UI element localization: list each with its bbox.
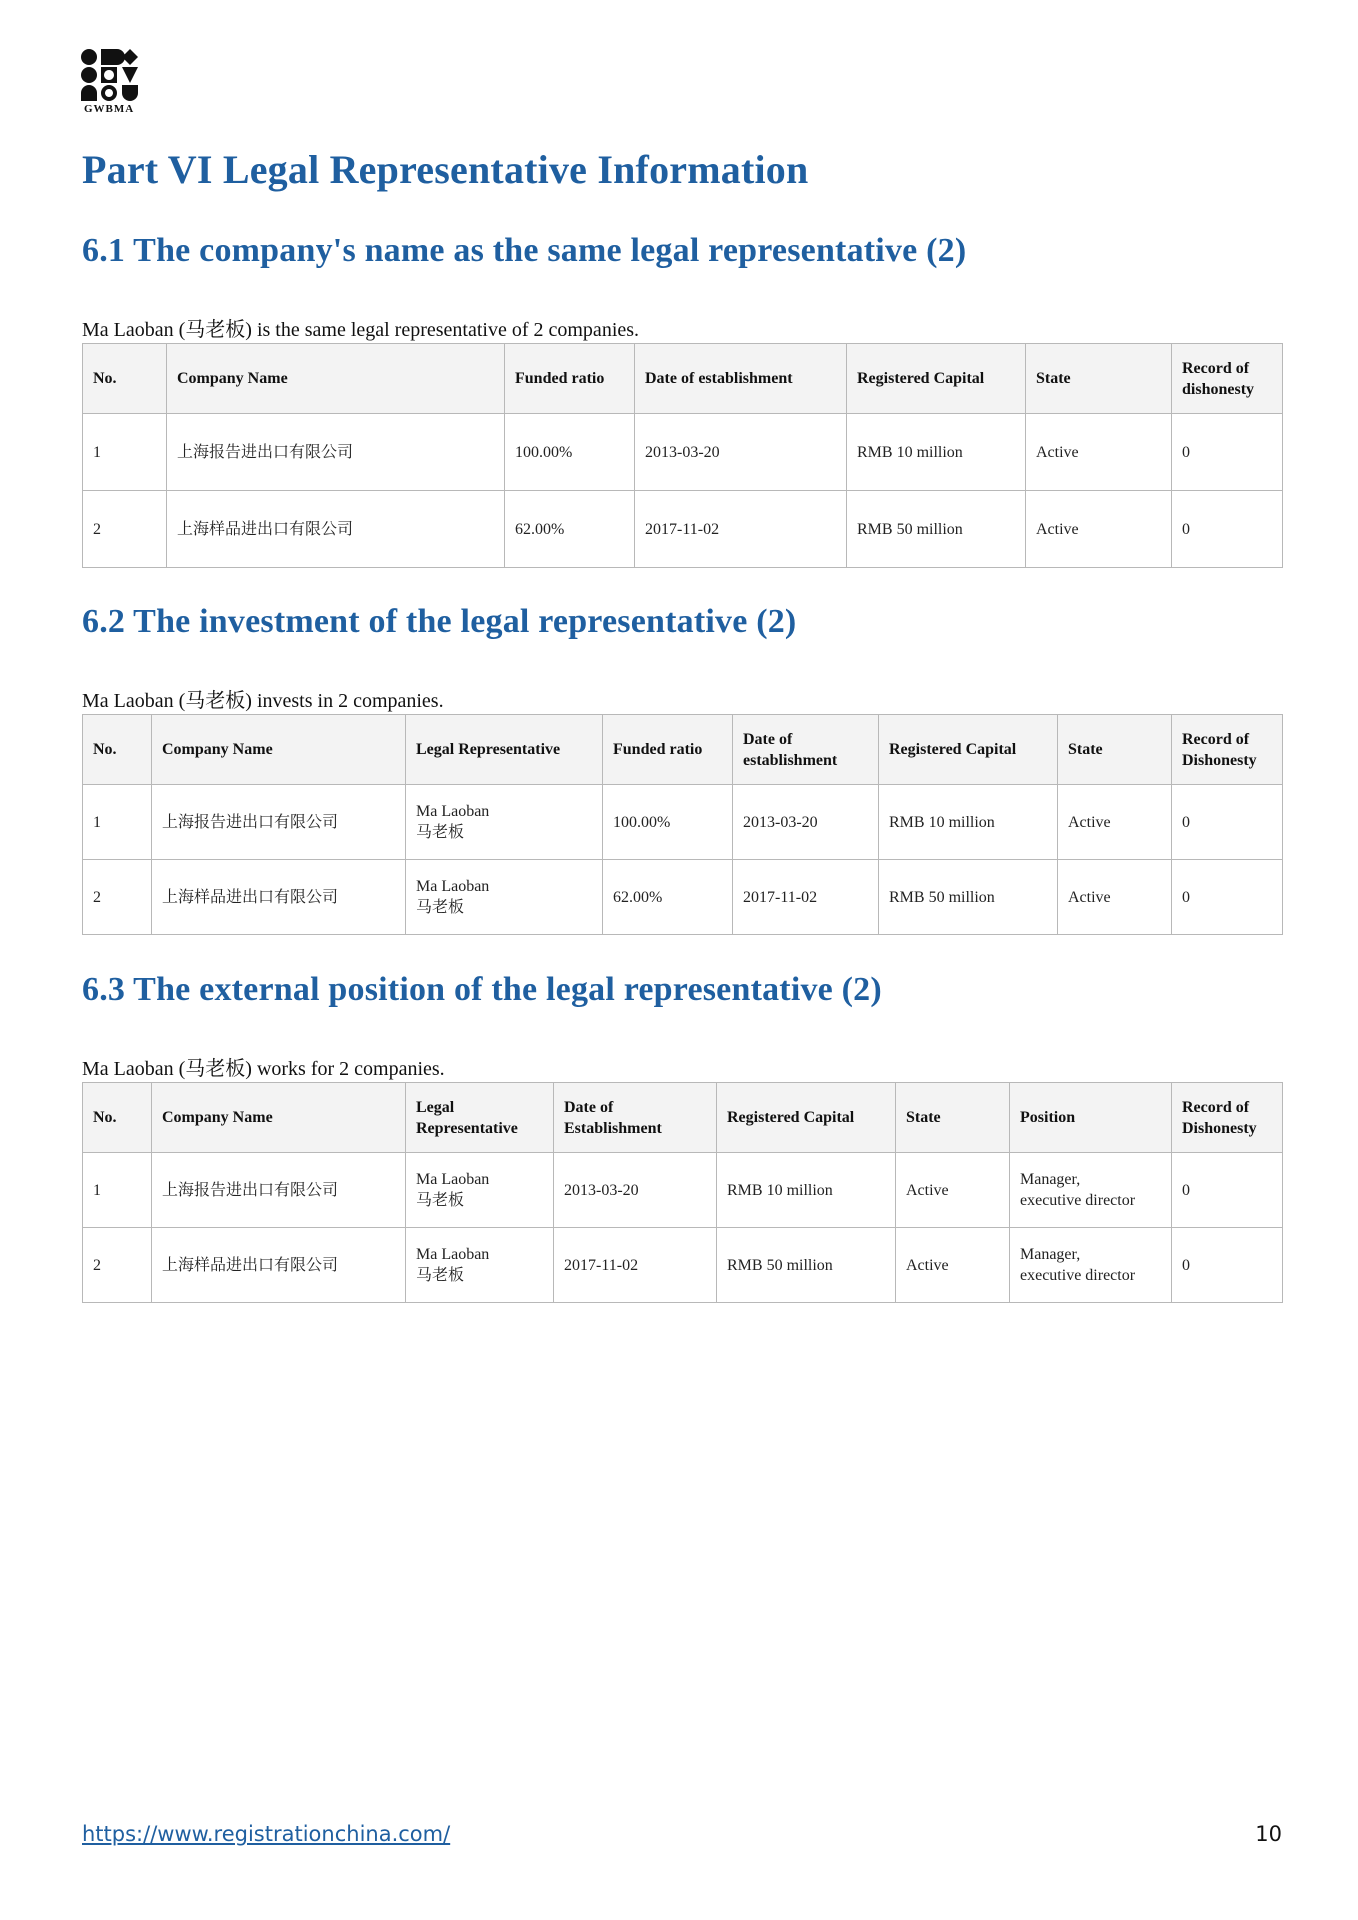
column-header-no: No. xyxy=(83,1083,152,1153)
table-cell-date-of-establishment: 2017-11-02 xyxy=(554,1228,717,1303)
column-header-funded-ratio: Funded ratio xyxy=(603,715,733,785)
table-cell-registered-capital: RMB 10 million xyxy=(847,414,1026,491)
column-header-registered-capital: Registered Capital xyxy=(847,344,1026,414)
table-header-row xyxy=(83,344,1283,414)
investment-table xyxy=(82,714,1283,935)
gwbma-logo xyxy=(80,48,146,115)
cell-line: Ma Laoban xyxy=(416,803,490,820)
column-header-company-name: Company Name xyxy=(152,1083,406,1153)
table-cell-date-of-establishment: 2013-03-20 xyxy=(635,414,847,491)
table-cell-company-name: 上海报告进出口有限公司 xyxy=(152,785,406,860)
cell-line: Ma Laoban xyxy=(416,1171,490,1188)
page-number: 10 xyxy=(1255,1822,1282,1846)
cell-line: Manager, xyxy=(1020,1246,1081,1263)
column-header-company-name: Company Name xyxy=(167,344,505,414)
table-cell-registered-capital: RMB 10 million xyxy=(717,1153,896,1228)
column-header-position: Position xyxy=(1010,1083,1172,1153)
table-cell-no: 1 xyxy=(83,1153,152,1228)
column-header-legal-representative: Legal Representative xyxy=(406,1083,554,1153)
section-6-3-intro: Ma Laoban (马老板) works for 2 companies. xyxy=(82,1058,445,1080)
column-header-date-of-establishment: Date of establishment xyxy=(733,715,879,785)
table-cell-company-name: 上海样品进出口有限公司 xyxy=(167,491,505,568)
table-cell-state: Active xyxy=(1026,414,1172,491)
table-cell-registered-capital: RMB 10 million xyxy=(879,785,1058,860)
column-header-state: State xyxy=(1058,715,1172,785)
table-cell-state: Active xyxy=(1026,491,1172,568)
table-cell-record-of-dishonesty: 0 xyxy=(1172,785,1283,860)
column-header-record-of-dishonesty: Record of Dishonesty xyxy=(1172,715,1283,785)
table-row xyxy=(83,1153,1283,1228)
column-header-registered-capital: Registered Capital xyxy=(879,715,1058,785)
logo-mark-icon xyxy=(80,48,138,102)
section-6-2-heading: 6.2 The investment of the legal representative (2) xyxy=(82,603,797,640)
table-cell-funded-ratio: 100.00% xyxy=(603,785,733,860)
table-cell-date-of-establishment: 2017-11-02 xyxy=(733,860,879,935)
table-cell-registered-capital: RMB 50 million xyxy=(879,860,1058,935)
column-header-state: State xyxy=(896,1083,1010,1153)
table-cell-state: Active xyxy=(1058,860,1172,935)
table-cell-funded-ratio: 100.00% xyxy=(505,414,635,491)
table-cell-legal-representative xyxy=(406,1228,554,1303)
table-cell-legal-representative xyxy=(406,1153,554,1228)
table-header-row xyxy=(83,715,1283,785)
cell-line: 马老板 xyxy=(416,824,465,841)
table-cell-no: 1 xyxy=(83,414,167,491)
table-cell-record-of-dishonesty: 0 xyxy=(1172,1153,1283,1228)
column-header-legal-representative: Legal Representative xyxy=(406,715,603,785)
table-cell-funded-ratio: 62.00% xyxy=(603,860,733,935)
table-cell-position xyxy=(1010,1228,1172,1303)
cell-line: 马老板 xyxy=(416,899,465,916)
table-cell-legal-representative xyxy=(406,785,603,860)
table-cell-funded-ratio: 62.00% xyxy=(505,491,635,568)
column-header-date-of-establishment: Date of establishment xyxy=(635,344,847,414)
table-cell-state: Active xyxy=(896,1153,1010,1228)
footer-website-link[interactable]: https://www.registrationchina.com/ xyxy=(82,1822,451,1846)
section-6-2-intro: Ma Laoban (马老板) invests in 2 companies. xyxy=(82,690,444,712)
table-cell-date-of-establishment: 2013-03-20 xyxy=(554,1153,717,1228)
section-6-1-heading: 6.1 The company's name as the same legal representative (2) xyxy=(82,232,967,269)
column-header-no: No. xyxy=(83,715,152,785)
cell-line: Ma Laoban xyxy=(416,1246,490,1263)
page-title: Part VI Legal Representative Information xyxy=(82,147,809,192)
table-cell-state: Active xyxy=(1058,785,1172,860)
table-row xyxy=(83,491,1283,568)
same-legal-rep-table xyxy=(82,343,1283,568)
table-cell-registered-capital: RMB 50 million xyxy=(717,1228,896,1303)
cell-line: 马老板 xyxy=(416,1192,465,1209)
table-header-row xyxy=(83,1083,1283,1153)
cell-line: Manager, xyxy=(1020,1171,1081,1188)
table-row xyxy=(83,785,1283,860)
column-header-funded-ratio: Funded ratio xyxy=(505,344,635,414)
table-cell-legal-representative xyxy=(406,860,603,935)
cell-line: executive director xyxy=(1020,1192,1136,1209)
external-position-table xyxy=(82,1082,1283,1303)
table-cell-date-of-establishment: 2013-03-20 xyxy=(733,785,879,860)
table-cell-no: 2 xyxy=(83,1228,152,1303)
column-header-registered-capital: Registered Capital xyxy=(717,1083,896,1153)
column-header-record-of-dishonesty: Record of Dishonesty xyxy=(1172,1083,1283,1153)
table-cell-company-name: 上海样品进出口有限公司 xyxy=(152,1228,406,1303)
table-cell-record-of-dishonesty: 0 xyxy=(1172,491,1283,568)
section-6-3-heading: 6.3 The external position of the legal representative (2) xyxy=(82,971,882,1008)
cell-line: 马老板 xyxy=(416,1267,465,1284)
table-cell-date-of-establishment: 2017-11-02 xyxy=(635,491,847,568)
table-cell-state: Active xyxy=(896,1228,1010,1303)
table-row xyxy=(83,414,1283,491)
table-cell-company-name: 上海报告进出口有限公司 xyxy=(167,414,505,491)
table-cell-record-of-dishonesty: 0 xyxy=(1172,1228,1283,1303)
table-cell-company-name: 上海样品进出口有限公司 xyxy=(152,860,406,935)
table-cell-record-of-dishonesty: 0 xyxy=(1172,414,1283,491)
column-header-date-of-establishment: Date of Establishment xyxy=(554,1083,717,1153)
table-cell-no: 1 xyxy=(83,785,152,860)
table-cell-no: 2 xyxy=(83,491,167,568)
column-header-state: State xyxy=(1026,344,1172,414)
table-row xyxy=(83,860,1283,935)
column-header-company-name: Company Name xyxy=(152,715,406,785)
table-cell-record-of-dishonesty: 0 xyxy=(1172,860,1283,935)
section-6-1-intro: Ma Laoban (马老板) is the same legal representative of 2 companies. xyxy=(82,319,640,341)
column-header-record-of-dishonesty: Record of dishonesty xyxy=(1172,344,1283,414)
column-header-no: No. xyxy=(83,344,167,414)
table-cell-position xyxy=(1010,1153,1172,1228)
table-cell-company-name: 上海报告进出口有限公司 xyxy=(152,1153,406,1228)
table-cell-no: 2 xyxy=(83,860,152,935)
table-cell-registered-capital: RMB 50 million xyxy=(847,491,1026,568)
table-row xyxy=(83,1228,1283,1303)
cell-line: executive director xyxy=(1020,1267,1136,1284)
logo-text: GWBMA xyxy=(84,103,135,115)
cell-line: Ma Laoban xyxy=(416,878,490,895)
